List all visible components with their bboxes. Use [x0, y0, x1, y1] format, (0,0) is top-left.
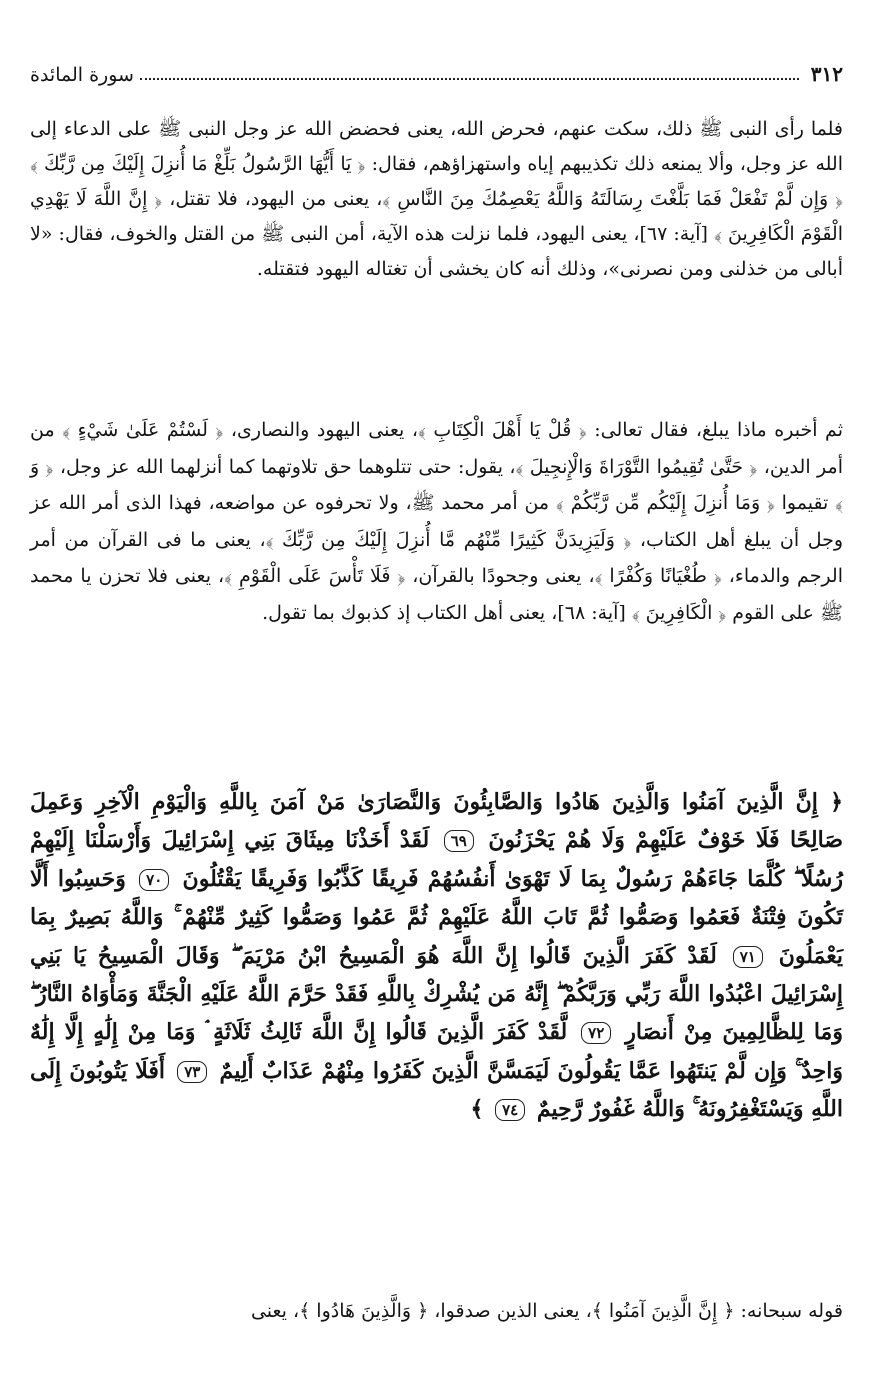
verses-text — [30, 783, 843, 1129]
verse-73: لَّقَدْ كَفَرَ الَّذِينَ قَالُوا إِنَّ اللَّهَ ثَالِثُ ثَلَاثَةٍ ۘ وَمَا مِنْ إِلَٰهٍ إِلَّا إِلَٰهٌ وَاحِدٌ ۚ وَإِن لَّمْ يَنتَهُوا عَمَّا يَقُولُونَ لَيَمَسَّنَّ الَّذِينَ كَفَرُوا مِنْهُمْ عَذَابٌ أَلِيمٌ — [30, 1019, 843, 1084]
verse-number-69: ٦٩ — [444, 830, 474, 852]
verse-number-73: ٧٣ — [177, 1061, 207, 1083]
commentary-paragraph-3 — [30, 1293, 843, 1329]
verse-number-74: ٧٤ — [495, 1099, 525, 1121]
verse-70: لَقَدْ أَخَذْنَا مِيثَاقَ بَنِي إِسْرَائِيلَ وَأَرْسَلْنَا إِلَيْهِمْ رُسُلًا ۖ كُلَّمَا جَاءَهُمْ رَسُولٌ بِمَا لَا تَهْوَىٰ أَنفُسُهُمْ فَرِيقًا كَذَّبُوا وَفَرِيقًا يَقْتُلُونَ — [30, 827, 843, 892]
page-number: ٣١٢ — [810, 62, 843, 86]
verse-number-72: ٧٢ — [581, 1022, 611, 1044]
surah-title: سورة المائدة — [30, 64, 134, 86]
commentary-paragraph-1 — [30, 112, 843, 287]
quran-verses-block — [30, 783, 843, 1129]
verse-74: أَفَلَا يَتُوبُونَ إِلَى اللَّهِ وَيَسْتَغْفِرُونَهُ ۚ وَاللَّهُ غَفُورٌ رَّحِيمٌ — [30, 1057, 843, 1123]
verse-71: وَحَسِبُوا أَلَّا تَكُونَ فِتْنَةٌ فَعَمُوا وَصَمُّوا ثُمَّ تَابَ اللَّهُ عَلَيْهِمْ ثُمَّ عَمُوا وَصَمُّوا كَثِيرٌ مِّنْهُمْ ۚ وَاللَّهُ بَصِيرٌ بِمَا يَعْمَلُونَ — [30, 865, 843, 969]
verse-72: لَقَدْ كَفَرَ الَّذِينَ قَالُوا إِنَّ اللَّهَ هُوَ الْمَسِيحُ ابْنُ مَرْيَمَ ۖ وَقَالَ الْمَسِيحُ يَا بَنِي إِسْرَائِيلَ اعْبُدُوا اللَّهَ رَبِّي وَرَبَّكُمْ ۖ إِنَّهُ مَن يُشْرِكْ بِاللَّهِ فَقَدْ حَرَّمَ اللَّهُ عَلَيْهِ الْجَنَّةَ وَمَأْوَاهُ النَّارُ ۖ وَمَا لِلظَّالِمِينَ مِنْ أَنصَارٍ — [30, 942, 843, 1046]
verse-69: ﴿ إِنَّ الَّذِينَ آمَنُوا وَالَّذِينَ هَادُوا وَالصَّابِئُونَ وَالنَّصَارَىٰ مَنْ آمَنَ بِاللَّهِ وَالْيَوْمِ الْآخِرِ وَعَمِلَ صَالِحًا فَلَا خَوْفٌ عَلَيْهِمْ وَلَا هُمْ يَحْزَنُونَ — [30, 789, 844, 854]
dotted-leader — [140, 77, 799, 80]
verses-closing-bracket: ﴾ — [470, 1096, 484, 1123]
paragraph-text: قوله سبحانه: ﴿ إِنَّ الَّذِينَ آمَنُوا ﴾، يعنى الذين صدقوا، ﴿ وَالَّذِينَ هَادُوا ﴾، يعنى — [250, 1300, 843, 1322]
page-header — [30, 56, 843, 86]
commentary-paragraph-2 — [30, 412, 843, 631]
verse-number-71: ٧١ — [733, 946, 763, 968]
verse-number-70: ٧٠ — [139, 869, 169, 891]
paragraph-text: ثم أخبره ماذا يبلغ، فقال تعالى: ﴿ قُلْ يَا أَهْلَ الْكِتَابِ ﴾، يعنى اليهود والنصارى، ﴿ لَسْتُمْ عَلَىٰ شَيْءٍ ﴾ من أمر الدين، ﴿ حَتَّىٰ تُقِيمُوا التَّوْرَاةَ وَالْإِنجِيلَ ﴾، يقول: حتى تتلوهما حق تلاوتهما كما أنزلهما الله عز وجل، ﴿ وَ ﴾ تقيموا ﴿ وَمَا أُنزِلَ إِلَيْكُم مِّن رَّبِّكُمْ ﴾ من أمر محمد ﷺ، ولا تحرفوه عن مواضعه، فهذا الذى أمر الله عز وجل أن يبلغ أهل الكتاب، ﴿ وَلَيَزِيدَنَّ كَثِيرًا مِّنْهُم مَّا أُنزِلَ إِلَيْكَ مِن رَّبِّكَ ﴾، يعنى ما فى القرآن من أمر الرجم والدماء، ﴿ طُغْيَانًا وَكُفْرًا ﴾، يعنى وجحودًا بالقرآن، ﴿ فَلَا تَأْسَ عَلَى الْقَوْمِ ﴾، يعنى فلا تحزن يا محمد ﷺ على القوم ﴿ الْكَافِرِينَ ﴾ [آية: ٦٨]، يعنى أهل الكتاب إذ كذبوك بما تقول. — [30, 419, 843, 624]
paragraph-text: فلما رأى النبى ﷺ ذلك، سكت عنهم، فحرض الله، يعنى فحضض الله عز وجل النبى ﷺ على الدعاء إلى الله عز وجل، وألا يمنعه ذلك تكذيبهم إياه واستهزاؤهم، فقال: ﴿ يَا أَيُّهَا الرَّسُولُ بَلِّغْ مَا أُنزِلَ إِلَيْكَ مِن رَّبِّكَ ﴾ ﴿ وَإِن لَّمْ تَفْعَلْ فَمَا بَلَّغْتَ رِسَالَتَهُ وَاللَّهُ يَعْصِمُكَ مِنَ النَّاسِ ﴾، يعنى من اليهود، فلا تقتل، ﴿ إِنَّ اللَّهَ لَا يَهْدِي الْقَوْمَ الْكَافِرِينَ ﴾ [آية: ٦٧]، يعنى اليهود، فلما نزلت هذه الآية، أمن النبى ﷺ من القتل والخوف، فقال: «لا أبالى من خذلنى ومن نصرنى»، وذلك أنه كان يخشى أن تغتاله اليهود فتقتله. — [30, 118, 843, 280]
